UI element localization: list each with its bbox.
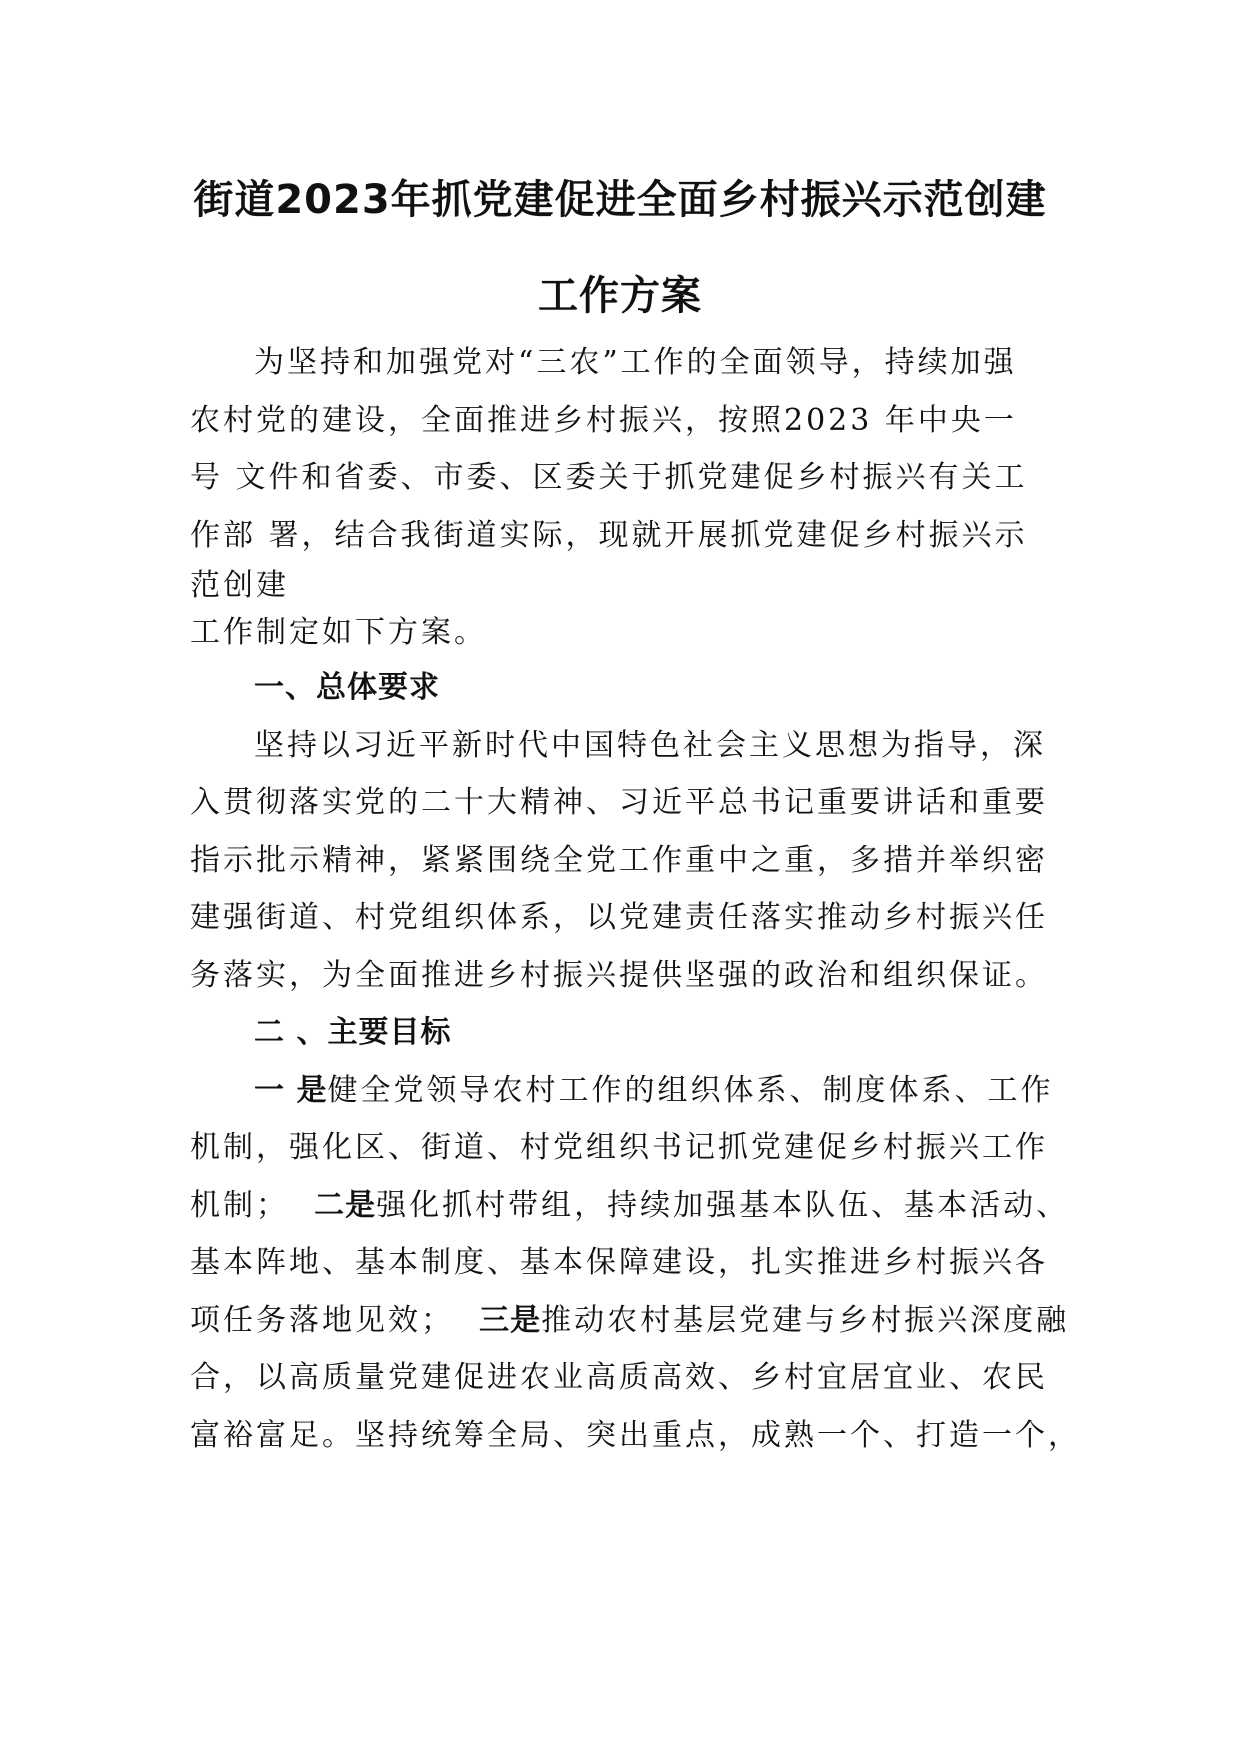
intro-line: 为坚持和加强党对“三农”工作的全面领导，持续加强 <box>254 345 1017 380</box>
section2-line <box>190 1177 1070 1235</box>
section1-line: 务落实，为全面推进乡村振兴提供坚强的政治和组织保证。 <box>190 957 1048 993</box>
section-heading-main-goals: 二 、主要目标 <box>254 1015 452 1050</box>
document-title-line-2: 工作方案 <box>538 273 702 319</box>
section2-line <box>190 1062 1060 1120</box>
goal-text: 强化抓村带组，持续加强基本队伍、基本活动、 <box>376 1187 1070 1223</box>
intro-line: 作部 署，结合我街道实际，现就开展抓党建促乡村振兴示 <box>190 517 1028 553</box>
intro-line: 号 文件和省委、市委、区委关于抓党建促乡村振兴有关工 <box>190 460 1028 495</box>
goal-text: 推动农村基层党建与乡村振兴深度融 <box>541 1302 1070 1338</box>
section1-line: 指示批示精神，紧紧围绕全党工作重中之重，多措并举织密 <box>190 842 1048 878</box>
section1-line: 坚持以习近平新时代中国特色社会主义思想为指导，深 <box>254 727 1046 763</box>
section2-line: 富裕富足。坚持统筹全局、突出重点，成熟一个、打造一个， <box>190 1417 1081 1453</box>
intro-line: 工作制定如下方案。 <box>190 615 487 650</box>
goal-text: 健全党领导农村工作的组织体系、制度体系、工作 <box>327 1072 1054 1108</box>
goal-text: 机制； <box>190 1187 315 1223</box>
goal-keyword: 二是 <box>314 1187 377 1223</box>
section2-line: 机制，强化区、街道、村党组织书记抓党建促乡村振兴工作 <box>190 1130 1048 1165</box>
section2-line: 合，以高质量党建促进农业高质高效、乡村宜居宜业、农民 <box>190 1360 1048 1395</box>
goal-keyword: 一 是 <box>254 1072 328 1108</box>
intro-line: 农村党的建设，全面推进乡村振兴，按照2023 年中央一 <box>190 402 1017 438</box>
goal-text: 项任务落地见效； <box>190 1302 480 1338</box>
goal-keyword: 三是 <box>479 1302 542 1338</box>
section1-line: 建强街道、村党组织体系，以党建责任落实推动乡村振兴任 <box>190 900 1048 935</box>
section2-line: 基本阵地、基本制度、基本保障建设，扎实推进乡村振兴各 <box>190 1245 1048 1280</box>
section1-line: 入贯彻落实党的二十大精神、习近平总书记重要讲话和重要 <box>190 785 1048 820</box>
document-body <box>190 334 1081 1464</box>
section-heading-overall-requirements: 一、总体要求 <box>254 670 440 705</box>
document-title-line-1: 街道2023年抓党建促进全面乡村振兴示范创建 <box>193 177 1047 223</box>
section2-line <box>190 1292 1070 1350</box>
intro-line: 范创建 <box>190 568 289 603</box>
